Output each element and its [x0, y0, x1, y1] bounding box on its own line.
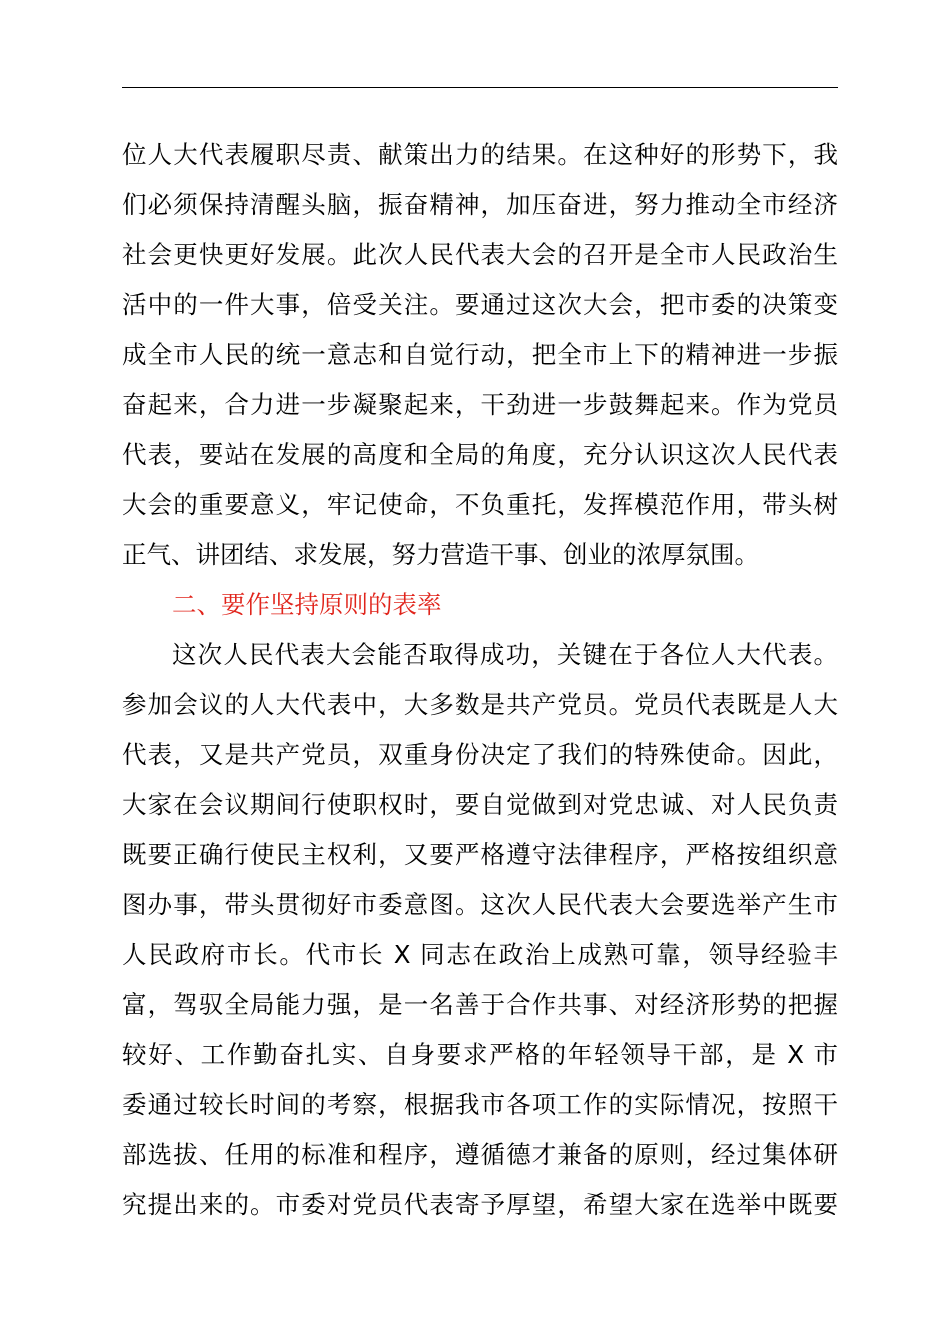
paragraph-2-line-8: 富，驾驭全局能力强，是一名善于合作共事、对经济形势的把握 [122, 990, 838, 1019]
paragraph-2-line-11: 部选拔、任用的标准和程序，遵循德才兼备的原则，经过集体研 [122, 1140, 838, 1169]
paragraph-2-line-2: 参加会议的人大代表中，大多数是共产党员。党员代表既是人大 [122, 690, 838, 719]
header-rule [122, 87, 838, 88]
paragraph-1-line-1: 位人大代表履职尽责、献策出力的结果。在这种好的形势下，我 [122, 140, 838, 169]
paragraph-1-line-7: 代表，要站在发展的高度和全局的角度，充分认识这次人民代表 [122, 440, 838, 469]
paragraph-2-line-4: 大家在会议期间行使职权时，要自觉做到对党忠诚、对人民负责 [122, 790, 838, 819]
paragraph-2-line-10: 委通过较长时间的考察，根据我市各项工作的实际情况，按照干 [122, 1090, 838, 1119]
paragraph-2-line-7: 人民政府市长。代市长 X 同志在政治上成熟可靠，领导经验丰 [122, 940, 838, 969]
paragraph-1-line-8: 大会的重要意义，牢记使命，不负重托，发挥模范作用，带头树 [122, 490, 838, 519]
paragraph-2-line-5: 既要正确行使民主权利，又要严格遵守法律程序，严格按组织意 [122, 840, 838, 869]
paragraph-1-line-3: 社会更快更好发展。此次人民代表大会的召开是全市人民政治生 [122, 240, 838, 269]
document-body [122, 130, 838, 1230]
paragraph-2-line-1: 这次人民代表大会能否取得成功，关键在于各位人大代表。 [172, 640, 838, 669]
paragraph-2-line-12: 究提出来的。市委对党员代表寄予厚望，希望大家在选举中既要 [122, 1190, 838, 1219]
paragraph-1-line-4: 活中的一件大事，倍受关注。要通过这次大会，把市委的决策变 [122, 290, 838, 319]
paragraph-1-line-5: 成全市人民的统一意志和自觉行动，把全市上下的精神进一步振 [122, 340, 838, 369]
paragraph-1-line-6: 奋起来，合力进一步凝聚起来，干劲进一步鼓舞起来。作为党员 [122, 390, 838, 419]
paragraph-1-line-2: 们必须保持清醒头脑，振奋精神，加压奋进，努力推动全市经济 [122, 190, 838, 219]
paragraph-2-line-9: 较好、工作勤奋扎实、自身要求严格的年轻领导干部，是 X 市 [122, 1040, 838, 1069]
paragraph-2-line-6: 图办事，带头贯彻好市委意图。这次人民代表大会要选举产生市 [122, 890, 838, 919]
paragraph-2-line-3: 代表，又是共产党员，双重身份决定了我们的特殊使命。因此， [122, 740, 838, 769]
paragraph-1-line-9: 正气、讲团结、求发展，努力营造干事、创业的浓厚氛围。 [122, 540, 759, 569]
section-heading-2: 二、要作坚持原则的表率 [172, 590, 442, 619]
